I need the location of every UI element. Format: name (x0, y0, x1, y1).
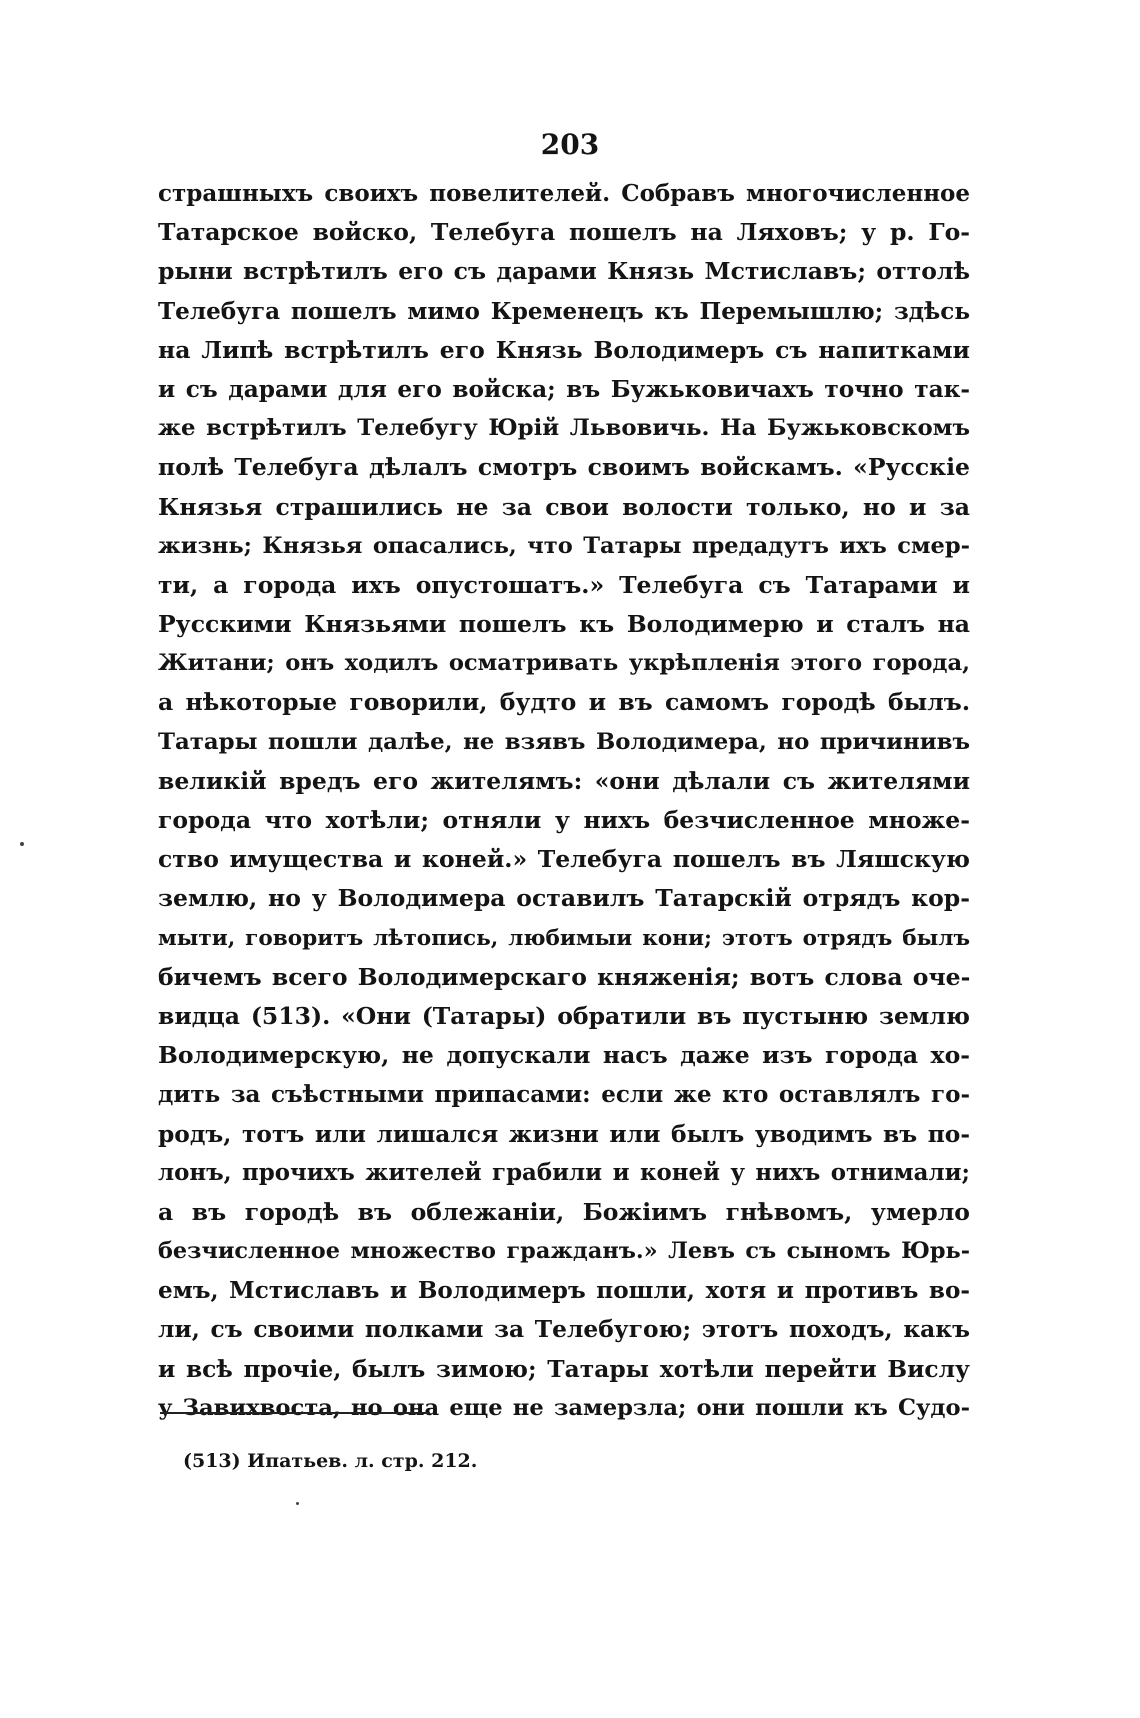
text-line: страшныхъ своихъ повелителей. Собравъ многочисленное (158, 180, 970, 207)
text-line: Русскими Князьями пошелъ къ Володимерю и сталъ на (158, 610, 970, 639)
text-line: на Липѣ встрѣтилъ его Князь Володимеръ съ напитками (158, 335, 970, 364)
text-line: мыти, говоритъ лѣтопись, любимыи кони; этотъ отрядъ былъ (158, 925, 970, 951)
text-line: полѣ Телебуга дѣлалъ смотръ своимъ войскамъ. «Русскіе (158, 453, 970, 482)
text-line: и съ дарами для его войска; въ Бужьковичахъ точно так- (158, 375, 970, 403)
text-line: Князья страшились не за свои волости только, но и за (158, 492, 970, 521)
text-line: землю, но у Володимера оставилъ Татарскій отрядъ кор- (158, 884, 970, 913)
text-line: Житани; онъ ходилъ осматривать укрѣпленія этого города, (158, 650, 970, 677)
text-line: емъ, Мстиславъ и Володимеръ пошли, хотя и противъ во- (158, 1277, 970, 1305)
text-line: бичемъ всего Володимерскаго княженія; вотъ слова оче- (158, 962, 971, 991)
text-line: дить за съѣстными припасами: если же кто оставлялъ го- (158, 1081, 970, 1109)
text-line: Телебуга пошелъ мимо Кременецъ къ Перемышлю; здѣсь (158, 297, 970, 325)
text-line: Татары пошли далѣе, не взявъ Володимера, но причинивъ (158, 728, 970, 755)
text-line: Татарское войско, Телебуга пошелъ на Ляховъ; у р. Го- (158, 218, 970, 247)
text-line: лонъ, прочихъ жителей грабили и коней у нихъ отнимали; (158, 1159, 970, 1186)
footnote: (513) Ипатьев. л. стр. 212. (183, 1450, 478, 1472)
text-line: города что хотѣли; отняли у нихъ безчисленное множе- (158, 806, 970, 834)
text-line: а въ городѣ въ облежаніи, Божіимъ гнѣвомъ, умерло (158, 1197, 970, 1226)
text-line: жизнь; Князья опасались, что Татары предадутъ ихъ смер- (158, 532, 970, 559)
text-line: же встрѣтилъ Телебугу Юрій Львовичь. На Бужьковскомъ (158, 415, 970, 442)
text-line: Володимерскую, не допускали насъ даже изъ города хо- (158, 1041, 970, 1070)
footnote-divider (160, 1412, 430, 1414)
text-line: родъ, тотъ или лишался жизни или былъ уводимъ въ по- (158, 1120, 970, 1148)
text-line: безчисленное множество гражданъ.» Левъ съ сыномъ Юрь- (158, 1238, 970, 1265)
text-line: видца (513). «Они (Татары) обратили въ пустыню землю (158, 1001, 970, 1030)
text-line: у Завихвоста, но она еще не замерзла; они пошли къ Судо- (158, 1394, 970, 1421)
text-line: великій вредъ его жителямъ: «они дѣлали съ жителями (158, 766, 970, 795)
text-line: и всѣ прочіе, былъ зимою; Татары хотѣли перейти Вислу (158, 1354, 970, 1383)
page-number: 203 (540, 128, 600, 161)
scan-speck (20, 842, 24, 846)
text-line: а нѣкоторые говорили, будто и въ самомъ городѣ былъ. (158, 688, 970, 717)
scan-speck (296, 1502, 299, 1505)
text-line: рыни встрѣтилъ его съ дарами Князь Мстиславъ; оттолѣ (158, 257, 970, 286)
text-line: ти, а города ихъ опустошатъ.» Телебуга съ Татарами и (158, 570, 970, 599)
text-line: ство имущества и коней.» Телебуга пошелъ въ Ляшскую (158, 845, 970, 874)
body-text (158, 174, 970, 1428)
text-line: ли, съ своими полками за Телебугою; этотъ походъ, какъ (158, 1316, 970, 1344)
